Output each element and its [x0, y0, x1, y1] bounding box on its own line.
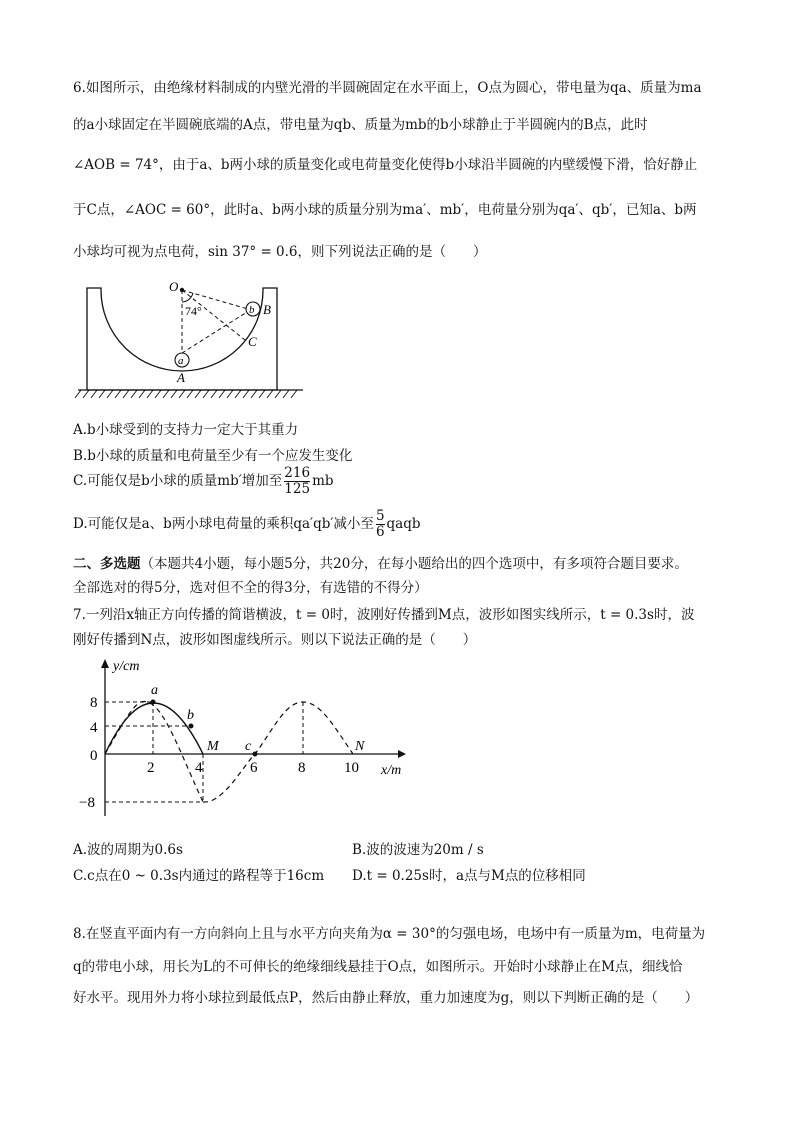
label-c: c	[245, 739, 252, 754]
fraction-denominator: 6	[375, 524, 385, 540]
point-a-dot	[151, 700, 156, 705]
y-tick-8: 8	[90, 695, 98, 711]
x-tick-4: 4	[195, 760, 203, 776]
section-2-header	[73, 552, 688, 572]
section-2-desc-2: 全部选对的得5分，选对但不全的得3分，有选错的不得分）	[73, 580, 428, 596]
dashed-wave	[105, 702, 353, 803]
label-B: B	[263, 302, 271, 317]
label-a: a	[151, 683, 158, 698]
y-axis-label: y/cm	[113, 659, 140, 674]
bowl-svg	[73, 278, 313, 403]
q6-choice-D-fraction	[376, 509, 385, 540]
ground-hatching	[75, 390, 297, 398]
x-tick-8: 8	[298, 760, 306, 776]
section-2-desc-1: （本题共4小题，每小题5分，共20分，在每小题给出的四个选项中，有多项符合题目要求。	[140, 556, 688, 572]
x-tick-6: 6	[250, 760, 258, 776]
q6-choice-D-text: D.可能仅是a、b两小球电荷量的乘积qa′qb′减小至	[73, 516, 374, 532]
q6-line-3: ∠AOB = 74°，由于a、b两小球的质量变化或电荷量变化使得b小球沿半圆碗的内壁缓慢下滑，恰好静止	[73, 157, 698, 173]
q6-choice-D-suffix: qaqb	[386, 516, 421, 532]
q6-choice-C-fraction	[284, 466, 310, 497]
q7-choice-A: A.波的周期为0.6s	[73, 842, 183, 858]
q6-choice-C-text: C.可能仅是b小球的质量mb′增加至	[73, 473, 283, 489]
wave-figure	[73, 656, 433, 826]
q8-line-3: 好水平。现用外力将小球拉到最低点P，然后由静止释放，重力加速度为g，则以下判断正确的是（ ）	[73, 990, 699, 1006]
q7-choice-C: C.c点在0 ~ 0.3s内通过的路程等于16cm	[73, 868, 325, 884]
y-tick-4: 4	[90, 720, 98, 736]
label-angle-74: 74°	[185, 304, 202, 318]
bowl-figure	[73, 278, 313, 403]
y-tick-neg8: −8	[79, 795, 95, 811]
q7-line-2: 刚好传播到N点，波形如图虚线所示。则以下说法正确的是（ ）	[73, 632, 477, 648]
q8-line-1: 8.在竖直平面内有一方向斜向上且与水平方向夹角为α = 30°的匀强电场，电场中有一质量为m，电荷量为	[73, 926, 706, 942]
label-ball-b: b	[249, 304, 255, 316]
q7-line-1: 7.一列沿x轴正方向传播的简谐横波，t = 0时，波刚好传播到M点，波形如图实线所示，t = 0.3s时，波	[73, 607, 695, 623]
q6-choice-B: B.b小球的质量和电荷量至少有一个应发生变化	[73, 448, 353, 464]
x-tick-2: 2	[147, 760, 155, 776]
q7-choice-B: B.波的波速为20m / s	[352, 842, 484, 858]
point-b-dot	[189, 724, 194, 729]
q6-choice-C	[73, 466, 334, 497]
label-C: C	[248, 334, 257, 349]
q6-line-4: 于C点，∠AOC = 60°，此时a、b两小球的质量分别为ma′、mb′，电荷量分别为qa′、qb′，已知a、b两	[73, 202, 697, 218]
q8-line-2: q的带电小球，用长为L的不可伸长的绝缘细线悬挂于O点，如图所示。开始时小球静止在M点，细线恰	[73, 959, 683, 975]
fraction-numerator: 216	[284, 465, 311, 481]
q6-line-5: 小球均可视为点电荷，sin 37° = 0.6，则下列说法正确的是（ ）	[73, 244, 487, 260]
label-M: M	[207, 739, 219, 754]
x-tick-10: 10	[344, 760, 359, 776]
x-axis-arrow	[398, 750, 406, 758]
fraction-numerator: 5	[375, 508, 385, 524]
label-b: b	[187, 708, 194, 723]
section-2-title: 二、多选题	[73, 556, 141, 572]
fraction-denominator: 125	[284, 481, 311, 497]
q6-line-1: 6.如图所示，由绝缘材料制成的内壁光滑的半圆碗固定在水平面上，O点为圆心，带电量为qa、质量为ma	[73, 80, 702, 96]
wave-svg	[73, 656, 413, 821]
point-c-dot	[253, 752, 258, 757]
label-N: N	[355, 739, 365, 754]
q6-choice-A: A.b小球受到的支持力一定大于其重力	[73, 422, 299, 438]
origin-label: 0	[90, 748, 98, 764]
label-ball-a: a	[178, 355, 184, 367]
dashed-AB	[182, 312, 247, 353]
q6-line-2: 的a小球固定在半圆碗底端的A点，带电量为qb、质量为mb的b小球静止于半圆碗内的B点，此时	[73, 117, 648, 133]
x-axis-label: x/m	[381, 763, 402, 778]
q7-choice-D: D.t = 0.25s时，a点与M点的位移相同	[352, 868, 586, 884]
q6-choice-D	[73, 509, 421, 540]
label-A: A	[177, 370, 185, 385]
q6-choice-C-suffix: mb	[312, 473, 334, 489]
label-O: O	[169, 279, 179, 294]
y-axis-arrow	[101, 659, 109, 668]
